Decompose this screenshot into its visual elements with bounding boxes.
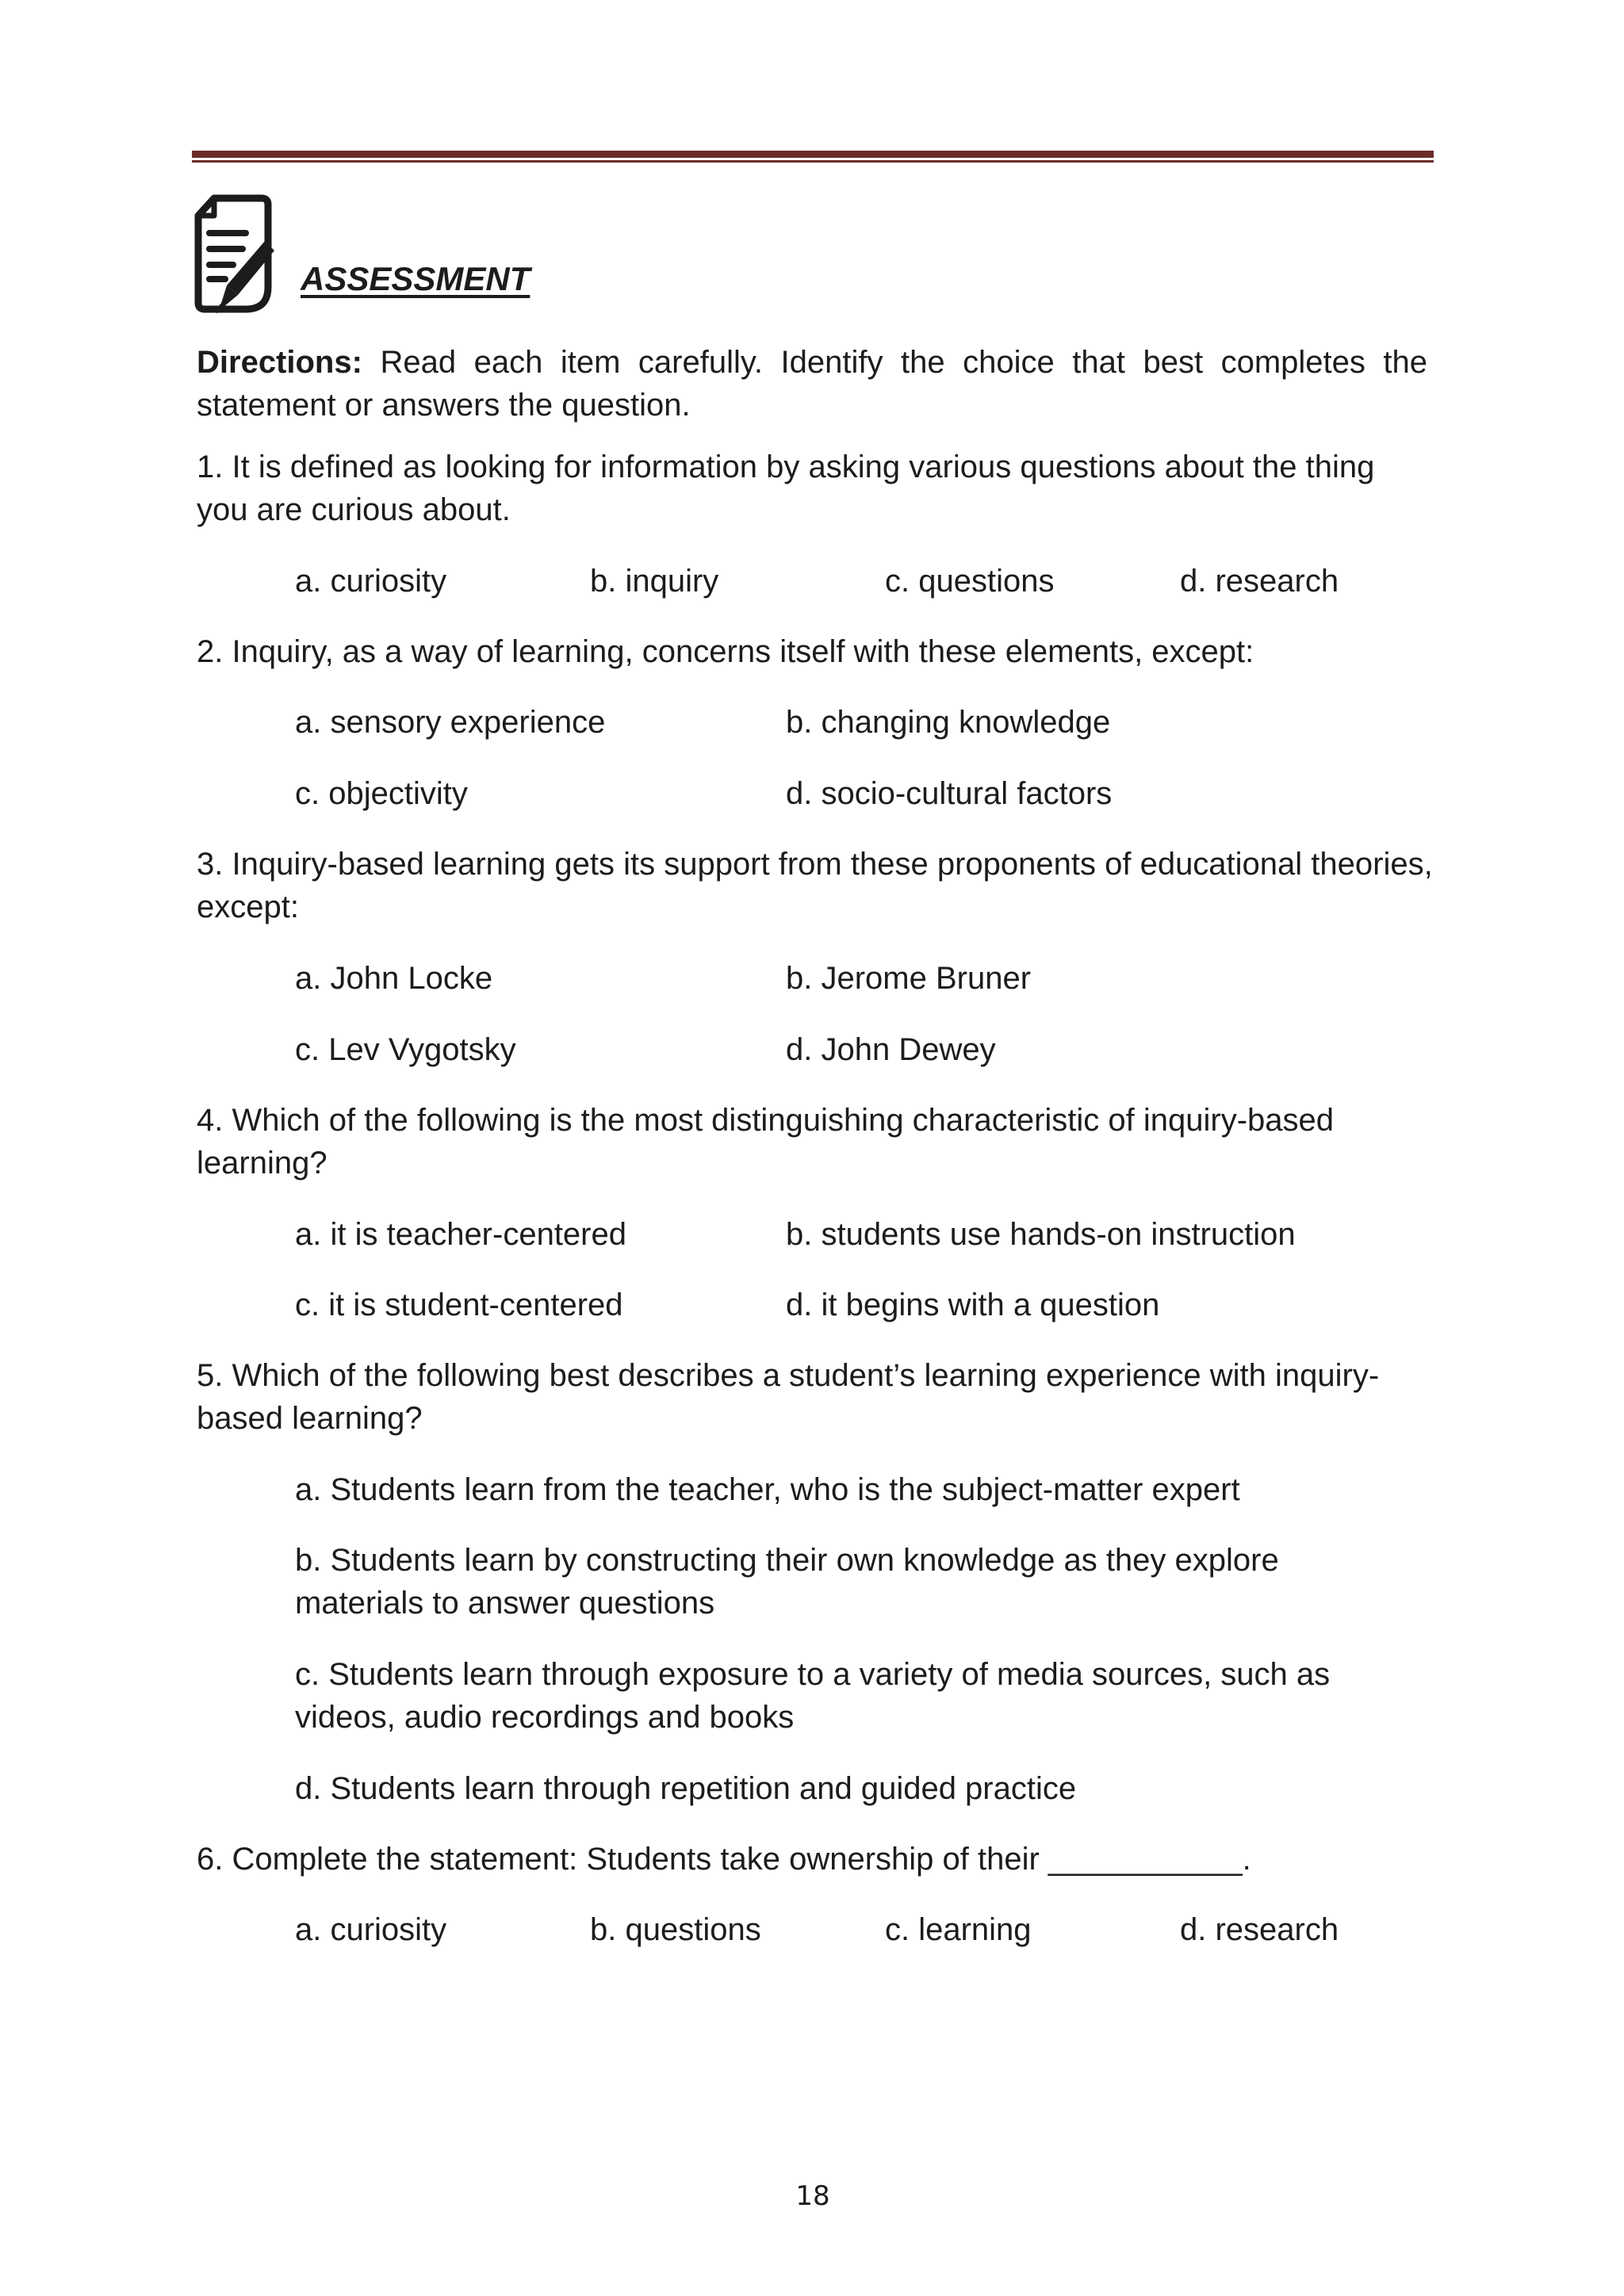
- question-4-stem: 4. Which of the following is the most distinguishing characteristic of inquiry-based learning?: [197, 1103, 1335, 1181]
- question-1-stem: 1. It is defined as looking for information by asking various questions about the thing you are curious about.: [197, 450, 1375, 527]
- assessment-document-icon: [193, 193, 276, 317]
- q1-choice-b: b. inquiry: [590, 564, 719, 599]
- q4-choice-b: b. students use hands-on instruction: [786, 1217, 1296, 1252]
- q1-choice-d: d. research: [1180, 564, 1339, 599]
- q2-choice-c: c. objectivity: [295, 776, 468, 811]
- directions-label: Directions:: [197, 345, 362, 380]
- q3-choice-a: a. John Locke: [295, 961, 493, 996]
- q3-choice-c: c. Lev Vygotsky: [295, 1032, 516, 1067]
- q6-choice-c: c. learning: [885, 1912, 1032, 1947]
- q5-choice-d: d. Students learn through repetition and guided practice: [295, 1771, 1077, 1806]
- directions: [197, 341, 1427, 427]
- q4-choice-c: c. it is student-centered: [295, 1288, 623, 1322]
- q1-choice-a: a. curiosity: [295, 564, 447, 599]
- q5-choice-a: a. Students learn from the teacher, who is the subject-matter expert: [295, 1472, 1240, 1507]
- q1-choice-c: c. questions: [885, 564, 1055, 599]
- q3-choice-d: d. John Dewey: [786, 1032, 996, 1067]
- q6-choice-d: d. research: [1180, 1912, 1339, 1947]
- q6-choice-b: b. questions: [590, 1912, 761, 1947]
- q4-choice-d: d. it begins with a question: [786, 1288, 1160, 1322]
- q3-choice-b: b. Jerome Bruner: [786, 961, 1032, 996]
- directions-text: Read each item carefully. Identify the choice that best completes the statement or answers the question.: [197, 345, 1427, 423]
- q2-choice-b: b. changing knowledge: [786, 705, 1111, 740]
- question-3-stem: 3. Inquiry-based learning gets its support from these proponents of educational theories, except:: [197, 847, 1433, 924]
- q5-choice-c: c. Students learn through exposure to a variety of media sources, such as videos, audio recordings and books: [295, 1657, 1331, 1735]
- question-2-stem: 2. Inquiry, as a way of learning, concerns itself with these elements, except:: [197, 634, 1254, 669]
- q2-choice-a: a. sensory experience: [295, 705, 606, 740]
- question-6-stem: 6. Complete the statement: Students take ownership of their ___________.: [197, 1842, 1251, 1877]
- q5-choice-b: b. Students learn by constructing their own knowledge as they explore materials to answer questions: [295, 1543, 1279, 1621]
- page-number: 18: [795, 2180, 830, 2212]
- question-5-stem: 5. Which of the following best describes a student’s learning experience with inquiry-based learning?: [197, 1358, 1380, 1436]
- assessment-heading: ASSESSMENT: [301, 260, 530, 297]
- q2-choice-d: d. socio-cultural factors: [786, 776, 1113, 811]
- q4-choice-a: a. it is teacher-centered: [295, 1217, 626, 1252]
- q6-choice-a: a. curiosity: [295, 1912, 447, 1947]
- header-rule: [192, 151, 1434, 163]
